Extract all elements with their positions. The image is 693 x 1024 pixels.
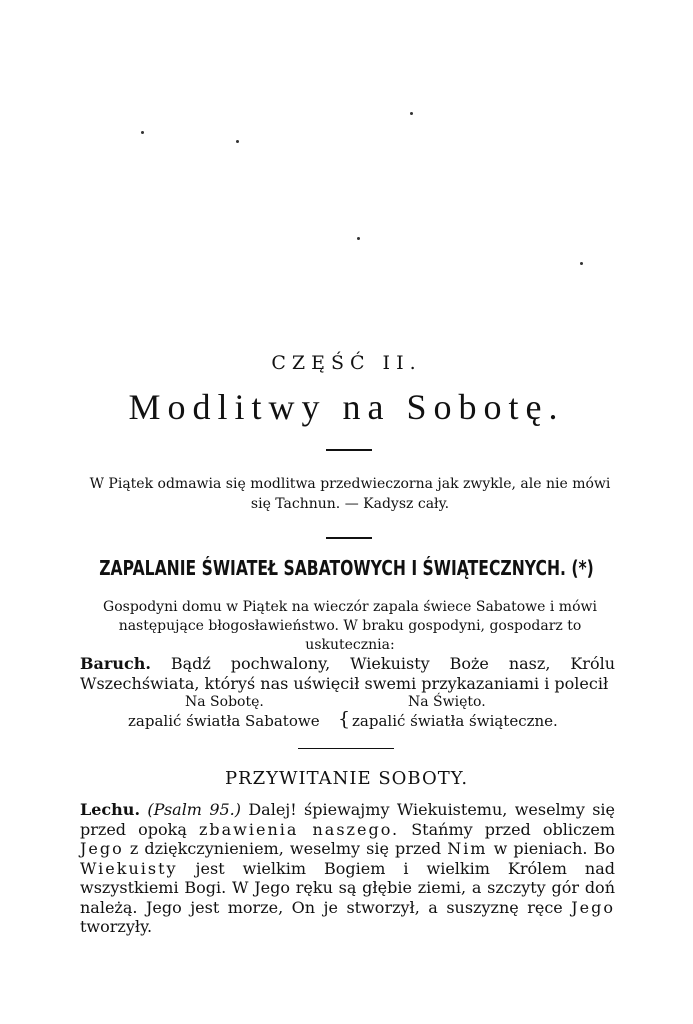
- psalm-emph-2: Jego: [80, 839, 124, 858]
- print-speck: [357, 237, 360, 240]
- psalm-lead: Lechu.: [80, 800, 141, 819]
- variant-label-holiday: Na Święto.: [408, 694, 486, 710]
- psalm-text-2: Stańmy przed obliczem: [399, 819, 615, 839]
- print-speck: [236, 140, 239, 143]
- section-heading-candles: ZAPALANIE ŚWIATEŁ SABATOWYCH I ŚWIĄTECZNYCH. (*): [99, 556, 594, 580]
- section-heading-welcome: PRZYWITANIE SOBOTY.: [224, 768, 469, 789]
- psalm-text-4: w pieniach. Bo: [487, 839, 615, 858]
- psalm-text-3: z dziękczynieniem, weselmy się przed: [123, 839, 448, 858]
- psalm-reference: (Psalm 95.): [147, 800, 242, 819]
- variant-text-sabbath: zapalić światła Sabatowe: [128, 712, 320, 730]
- blessing-lead: Baruch.: [80, 654, 151, 673]
- psalm-paragraph: [80, 800, 615, 937]
- psalm-text-5: jest wielkim Bogiem i wielkim Królem nad wszystkiemi Bogi. W Jego ręku są głębie ziemi, a szczyty gór doń należą. Jego jest morze, On je stworzył, a suszyznę ręce: [80, 858, 615, 917]
- part-label: CZĘŚĆ II.: [271, 352, 422, 374]
- title-divider: [326, 449, 372, 451]
- variant-label-sabbath: Na Sobotę.: [185, 694, 264, 710]
- section-divider: [326, 537, 372, 539]
- print-speck: [410, 112, 413, 115]
- psalm-emph-1: zbawienia naszego.: [198, 819, 400, 839]
- psalm-text-6: tworzyły.: [80, 917, 153, 936]
- psalm-emph-4: Wiekuisty: [80, 858, 178, 878]
- psalm-emph-3: Nim: [447, 839, 488, 858]
- candle-instruction: Gospodyni domu w Piątek na wieczór zapala świece Sabatowe i mówi następujące błogosławieństwo. W braku gospodyni, gospodarz to uskutecznia:: [103, 599, 597, 653]
- intro-note: W Piątek odmawia się modlitwa przedwieczorna jak zwykle, ale nie mówi się Tachnun. — Kadysz cały.: [89, 476, 611, 512]
- print-speck: [141, 131, 144, 134]
- part-title: Modlitwy na Sobotę.: [128, 387, 565, 427]
- blessing-paragraph: [80, 654, 615, 694]
- section-divider-2: [298, 748, 394, 749]
- print-speck: [580, 262, 583, 265]
- blessing-text: Bądź pochwalony, Wiekuisty Boże nasz, Królu Wszechświata, któryś nas uświęcił swemi przykazaniami i polecił: [80, 654, 615, 693]
- variant-text-holiday: zapalić światła świąteczne.: [352, 712, 558, 730]
- psalm-emph-5: Jego: [571, 897, 615, 917]
- psalm-text-1: Dalej! śpiewajmy Wiekuistemu, weselmy się przed opoką: [80, 800, 616, 839]
- variant-separator: {: [338, 708, 351, 730]
